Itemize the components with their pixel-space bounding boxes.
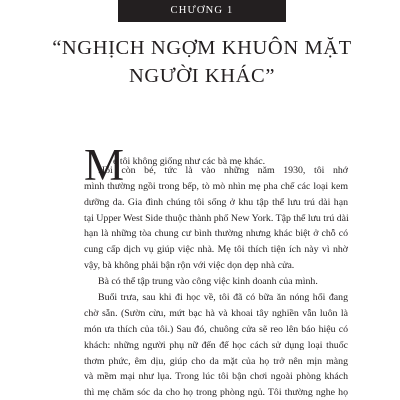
body-line: mình thường ngồi trong bếp, tò mò nhìn mẹ pha chế các loại kem <box>84 180 348 192</box>
body-line: dưỡng da. Gia đình chúng tôi sống ở khu tập thể lưu trú dài hạn <box>84 196 348 208</box>
body-line: món ưa thích của tôi.) Sau đó, chuông cửa sẽ reo lên báo hiệu có <box>84 323 348 335</box>
body-line: vậy, bà không phải bận rộn với việc dọn dẹp nhà cửa. <box>84 260 295 272</box>
chapter-label: CHƯƠNG 1 <box>118 0 286 22</box>
chapter-title-line-2: NGƯỜI KHÁC” <box>128 65 276 87</box>
blank-line <box>84 147 348 163</box>
body-line: Hồi còn bé, tức là vào những năm 1930, tôi nhớ <box>98 164 348 176</box>
body-line: thơm phức, êm dịu, giúp cho da mặt của họ trở nên mịn màng <box>84 355 348 367</box>
body-line: thì mẹ chăm sóc da cho họ trong phòng ngủ. Tôi thường nghe họ <box>84 387 348 399</box>
body-line: Bà có thể tập trung vào công việc kinh doanh của mình. <box>98 276 318 288</box>
body-line: chờ sẵn. (Sườn cừu, mứt bạc hà và khoai tây nghiền vẫn luôn là <box>84 307 348 319</box>
body-line: Buổi trưa, sau khi đi học về, tôi đã có bữa ăn nóng hổi đang <box>98 292 348 304</box>
chapter-title <box>40 34 364 90</box>
body-line: cung cấp dịch vụ giúp việc nhà. Mẹ tôi thích tiện ích này vì nhờ <box>84 244 348 256</box>
drop-cap: M <box>84 140 125 190</box>
body-line: và mềm mại như lụa. Trong lúc tôi bận chơi ngoài phòng khách <box>84 371 348 383</box>
chapter-title-line-1: “NGHỊCH NGỢM KHUÔN MẶT <box>52 37 352 59</box>
body-text <box>84 147 348 400</box>
body-line: hạn là những tòa chung cư bình thường nhưng khác biệt ở chỗ có <box>84 228 348 240</box>
first-line: ẹ tôi không giống như các bà mẹ khác. <box>113 156 266 167</box>
body-line: khách: những người phụ nữ đến để học cách sử dụng loại thuốc <box>84 339 348 351</box>
body-line: tại Upper West Side thuộc thành phố New York. Tập thể lưu trú dài <box>84 212 349 224</box>
